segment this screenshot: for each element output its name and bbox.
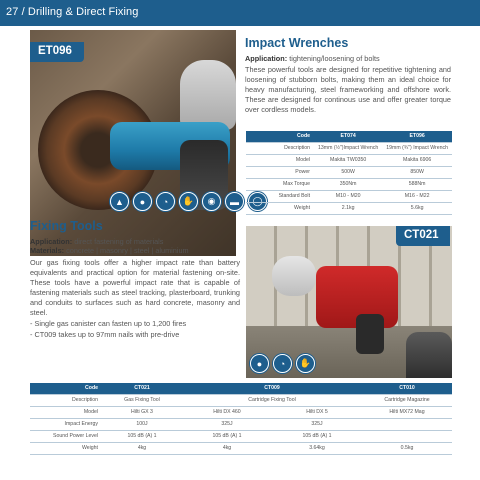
row-label: Weight [30,442,102,454]
list-item: - CT009 takes up to 97mm nails with pre-drive [30,329,240,340]
table-header-cell: ET074 [314,131,382,142]
page-title: 27 / Drilling & Direct Fixing [6,6,139,18]
table-cell: 100J [102,418,182,430]
header-bar [0,0,480,26]
fixing-application-text: direct fastening of materials [74,237,164,246]
ear-defenders-icon: ◔ [273,354,292,373]
row-label: Impact Energy [30,418,102,430]
table-row [246,142,452,154]
row-label: Max Torque [246,178,314,190]
row-label: Model [30,406,102,418]
table-cell: 105 dB (A) 1 [272,430,362,442]
table-cell: 2.1kg [314,202,382,214]
table-cell: Hilti DX 5 [272,406,362,418]
impact-application-label: Application: [245,54,288,63]
table-cell: 105 dB (A) 1 [102,430,182,442]
fixing-materials [30,246,240,256]
goggles-icon: ● [133,192,152,211]
work-boot [406,332,452,378]
table-cell: 588Nm [382,178,452,190]
impact-application-text: tightening/loosening of bolts [289,54,380,63]
table-row [246,154,452,166]
impact-spec-table [246,131,452,215]
gloves-icon: ✋ [296,354,315,373]
hard-hat-icon: ▲ [110,192,129,211]
tool-handle [356,314,384,354]
impact-description: These powerful tools are designed for repetitive tightening and loosening of stubborn bolts, making them an ideal choice for heavy manufacturing, steel frameworking and offshore work. These are designed for continous use and offer greater torque over cordless models. [245,65,451,114]
ear-defenders-icon: ◔ [156,192,175,211]
table-header-cell: CT021 [102,383,182,394]
impact-application [245,54,451,64]
table-header-cell: CT010 [362,383,452,394]
product-tag-et096: ET096 [30,42,84,62]
table-cell: Hilti DX 460 [182,406,272,418]
fixing-description: Our gas fixing tools offer a higher impact rate than battery equivalents and practical option for material fastening on-site. These tools have a powerful impact rate that is capable of fastening materials such as steel tracking, plasterboard, trunking and conduits to surfaces such as hard concrete, masonry and steel. [30,258,240,317]
fixing-application-label: Application: [30,237,73,246]
ppe-icons-fixing [250,354,315,373]
row-label: Sound Power Level [30,430,102,442]
table-cell: 0.5kg [362,442,452,454]
table-cell: Cartridge Fixing Tool [182,394,362,406]
fixing-heading: Fixing Tools [30,219,103,233]
mask-icon: ◯ [248,192,267,211]
table-header-row [246,131,452,142]
table-cell: Hilti MX72 Mag [362,406,452,418]
table-cell [362,418,452,430]
table-cell: 13mm (½")Impact Wrench [314,142,382,154]
table-cell: Cartridge Magazine [362,394,452,406]
row-label: Description [30,394,102,406]
table-header-cell: CT009 [182,383,362,394]
table-row [30,406,452,418]
table-header-cell: ET096 [382,131,452,142]
product-tag-ct021: CT021 [396,226,450,246]
table-cell: 105 dB (A) 1 [182,430,272,442]
impact-heading: Impact Wrenches [245,36,349,50]
table-cell: 19mm (¾") Impact Wrench [382,142,452,154]
table-cell: 500W [314,166,382,178]
table-header-cell: Code [30,383,102,394]
table-cell: 4kg [182,442,272,454]
table-row [30,442,452,454]
fixing-materials-text: concrete | masonry | steel | aluminium [66,246,189,255]
table-cell: 325J [272,418,362,430]
ppe-icons-impact [110,192,267,211]
table-cell: Makita 6906 [382,154,452,166]
table-row [30,394,452,406]
row-label: Weight [246,202,314,214]
table-row [30,430,452,442]
fixing-materials-label: Materials: [30,246,65,255]
table-cell: 5.6kg [382,202,452,214]
worker-glove [272,256,316,296]
row-label: Model [246,154,314,166]
table-cell [362,430,452,442]
table-cell: M16 - M22 [382,190,452,202]
table-cell: Makita TW0350 [314,154,382,166]
table-cell: 3.64kg [272,442,362,454]
face-shield-icon: ◉ [202,192,221,211]
table-cell: Gas Fixing Tool [102,394,182,406]
table-header-cell: Code [246,131,314,142]
table-cell: Hilti GX 3 [102,406,182,418]
table-row [246,166,452,178]
worker-glove [180,60,236,130]
table-cell: 850W [382,166,452,178]
safety-boots-icon: ▬ [225,192,244,211]
fixing-bullets [30,318,240,340]
row-label: Standard Bolt [246,190,314,202]
fixing-spec-table [30,383,452,455]
goggles-icon: ● [250,354,269,373]
table-row [246,178,452,190]
table-cell: M10 - M20 [314,190,382,202]
table-row [246,190,452,202]
table-cell: 350Nm [314,178,382,190]
table-cell: 4kg [102,442,182,454]
table-row [246,202,452,214]
list-item: - Single gas canister can fasten up to 1,200 fires [30,318,240,329]
gloves-icon: ✋ [179,192,198,211]
table-header-row [30,383,452,394]
row-label: Description [246,142,314,154]
row-label: Power [246,166,314,178]
table-row [30,418,452,430]
table-cell: 325J [182,418,272,430]
